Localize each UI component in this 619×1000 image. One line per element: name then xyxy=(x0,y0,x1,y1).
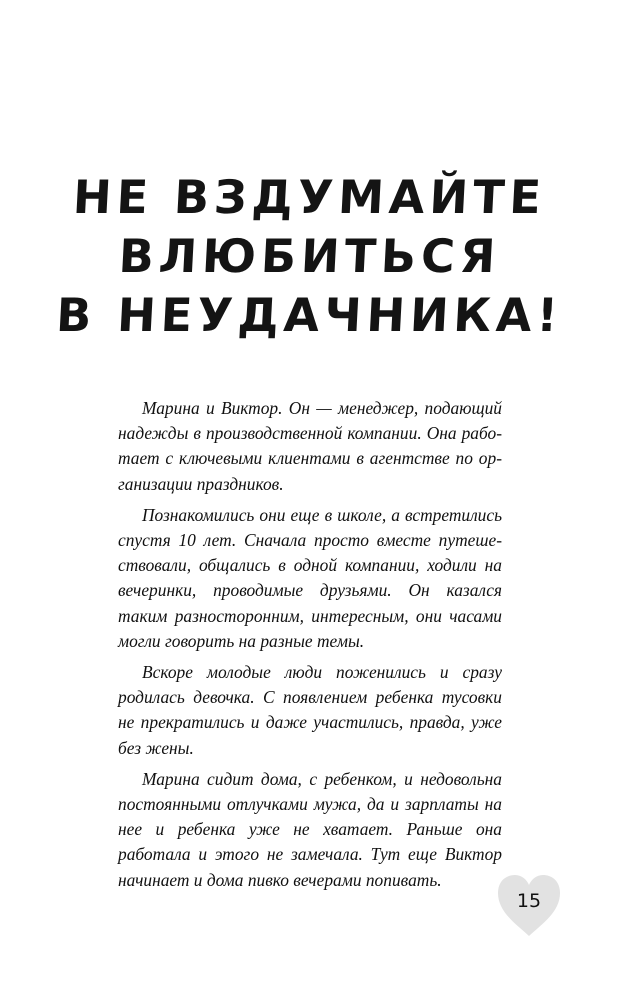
page-number: 15 xyxy=(516,890,542,912)
chapter-title-line-3: В НЕУДАЧНИКА! xyxy=(54,288,565,342)
paragraph: Марина сидит дома, с ребенком, и недовольна постоянными отлучками мужа, да и зарплаты на нее и ребенка уже не хватает. Раньше она работала и этого не замечала. Тут еще Виктор начинает и дома пивко вечерами попивать. xyxy=(118,768,502,890)
chapter-title xyxy=(0,168,619,345)
paragraph: Марина и Виктор. Он — менеджер, подающий надежды в производственной компании. Она работает с ключевыми клиентами в агентстве по организации праздников. xyxy=(118,398,502,494)
chapter-title-line-2: ВЛЮБИТЬСЯ xyxy=(117,229,502,283)
paragraph: Вскоре молодые люди поженились и сразу родилась девочка. С появлением ребенка тусовки не прекратились и даже участились, правда, уже без жены. xyxy=(118,662,502,758)
page-number-badge xyxy=(494,872,564,940)
chapter-title-line-1: НЕ ВЗДУМАЙТЕ xyxy=(71,170,548,224)
body-text xyxy=(118,396,502,899)
paragraph: Познакомились они еще в школе, а встретились спустя 10 лет. Сначала просто вместе путешествовали, общались в одной компании, ходили на вечеринки, проводимые друзьями. Он казался таким разносторонним, интересным, они часами могли говорить на разные темы. xyxy=(118,504,502,651)
